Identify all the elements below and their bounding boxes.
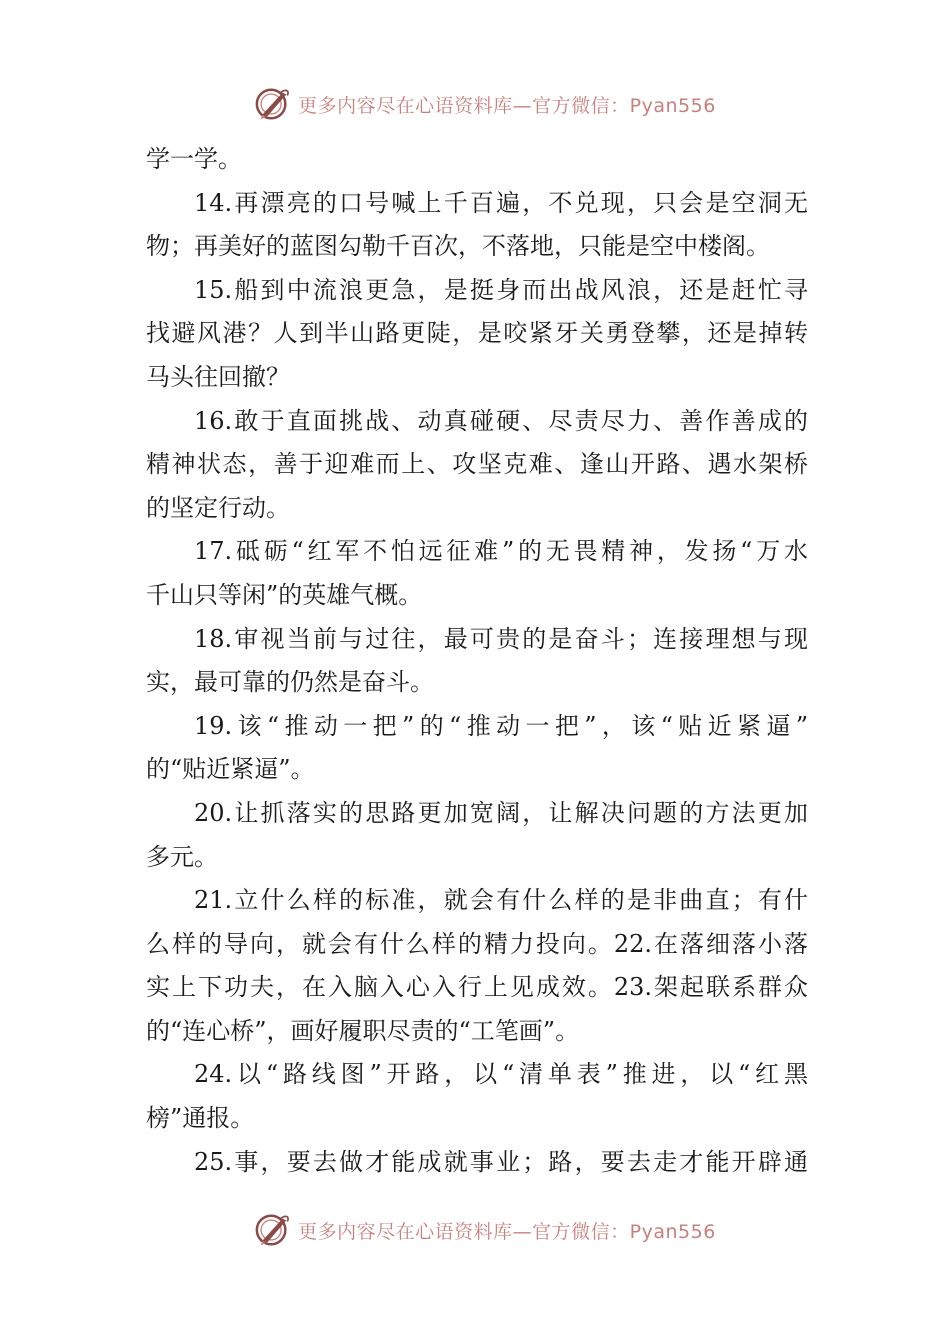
header-banner [0,82,950,126]
text-line: 物；再美好的蓝图勾勒千百次，不落地，只能是空中楼阁。 [146,232,770,261]
text-line: 多元。 [146,842,218,871]
text-line: 20.让抓落实的思路更加宽阔，让解决问题的方法更加 [194,798,808,827]
text-line: 马头往回撤？ [146,362,290,391]
text-line: 18.审视当前与过往，最可贵的是奋斗；连接理想与现 [194,624,808,653]
text-line: 的“贴近紧逼”。 [146,755,315,784]
text-line: 学一学。 [146,145,242,173]
footer-banner [0,1208,950,1252]
text-line: 的坚定行动。 [146,493,290,522]
text-line: 24.以“路线图”开路，以“清单表”推进，以“红黑 [194,1060,808,1089]
text-line: 19.该“推动一把”的“推动一把”，该“贴近紧逼” [194,711,808,740]
text-line: 实上下功夫，在入脑入心入行上见成效。23.架起联系群众 [146,973,808,1002]
text-line: 实，最可靠的仍然是奋斗。 [146,668,434,697]
document-body [146,138,808,1184]
footer-banner-inner [254,1211,716,1249]
footer-banner-text: 更多内容尽在心语资料库—官方微信：Pyan556 [298,1220,716,1243]
text-line: 21.立什么样的标准，就会有什么样的是非曲直；有什 [194,886,808,915]
text-line: 16.敢于直面挑战、动真碰硬、尽责尽力、善作善成的 [194,406,808,435]
text-line: 找避风港？人到半山路更陡，是咬紧牙关勇登攀，还是掉转 [146,319,808,348]
header-banner-text: 更多内容尽在心语资料库—官方微信：Pyan556 [298,94,716,117]
text-line: 17.砥砺“红军不怕远征难”的无畏精神，发扬“万水 [194,537,808,566]
text-line: 么样的导向，就会有什么样的精力投向。22.在落细落小落 [146,929,808,958]
header-banner-inner [254,85,716,123]
pen-logo-icon [254,85,292,123]
text-line: 榜”通报。 [146,1104,255,1133]
text-line: 精神状态，善于迎难而上、攻坚克难、逢山开路、遇水架桥 [146,450,808,479]
text-line: 25.事，要去做才能成就事业；路，要去走才能开辟通 [194,1147,808,1176]
text-line: 千山只等闲”的英雄气概。 [146,580,423,609]
pen-logo-icon [254,1211,292,1249]
text-line: 14.再漂亮的口号喊上千百遍，不兑现，只会是空洞无 [194,188,808,217]
text-line: 的“连心桥”，画好履职尽责的“工笔画”。 [146,1016,580,1045]
text-line: 15.船到中流浪更急，是挺身而出战风浪，还是赶忙寻 [194,275,808,304]
